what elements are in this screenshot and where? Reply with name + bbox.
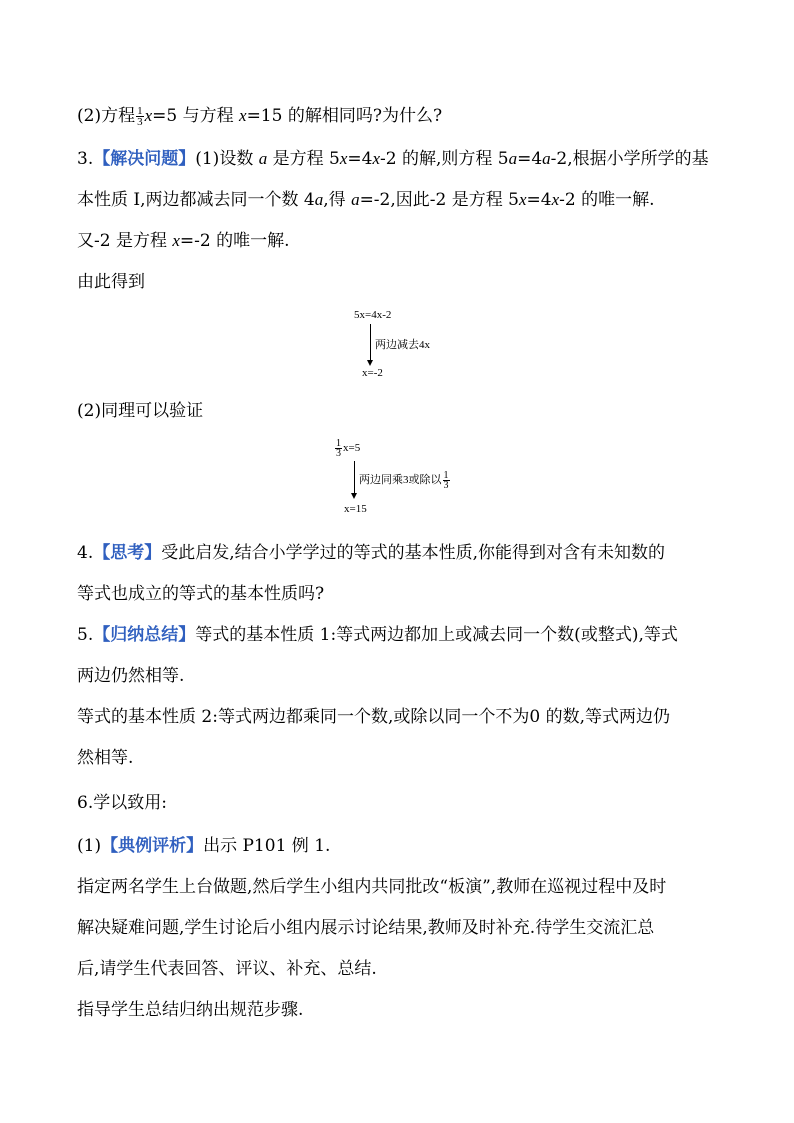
section-4-line-2: 等式也成立的等式的基本性质吗? [77,584,325,604]
diagram2-top-equation: $\frac{1}{3}$ x=5 [336,438,361,459]
down-arrow-icon [370,324,371,362]
section-tag: 【典例评析】 [101,836,204,856]
fraction-one-third: $\frac{1}{3}$ [137,105,143,128]
section-5-line-2: 两边仍然相等. [77,666,185,686]
section-5-line-3: 等式的基本性质 2:等式两边都乘同一个数,或除以同一个不为0 的数,等式两边仍 [77,707,670,727]
section-3-line-4: 由此得到 [77,272,145,292]
section-6-line-3: 后,请学生代表回答、评议、补充、总结. [77,959,377,979]
arrow-head-icon [367,360,373,366]
var-x: x [239,106,247,125]
section-tag: 【解决问题】 [93,149,196,169]
section-3-line-2: 本性质 I,两边都减去同一个数 4a,得 a=-2,因此-2 是方程 5x=4x-2 的唯一解. [77,190,655,210]
section-3-part-2: (2)同理可以验证 [77,401,204,421]
equation-diagram-2 [334,439,474,519]
section-3-line-1: 3.【解决问题】(1)设数 a 是方程 5x=4x-2 的解,则方程 5a=4a-2,根据小学所学的基 [77,149,709,169]
var-x: x [144,106,153,125]
q2-eq2: =15 的解相同吗?为什么? [246,106,443,126]
diagram2-bottom-equation: x=15 [344,503,367,515]
diagram1-operation-label: 两边减去4x [375,339,430,351]
section-tag: 【归纳总结】 [93,625,196,645]
down-arrow-icon [354,461,355,495]
section-4-line-1: 4.【思考】受此启发,结合小学学过的等式的基本性质,你能得到对含有未知数的 [77,543,666,563]
section-3-line-3: 又-2 是方程 x=-2 的唯一解. [77,231,290,251]
section-6-title: 6.学以致用: [77,793,167,813]
question-2-line [77,104,442,128]
diagram1-bottom-equation: x=-2 [362,367,383,379]
arrow-head-icon [351,493,357,499]
q2-eq1: =5 与方程 [152,106,240,126]
section-6-line-1: 指定两名学生上台做题,然后学生小组内共同批改“板演”,教师在巡视过程中及时 [77,877,667,897]
diagram1-top-equation: 5x=4x-2 [354,309,392,321]
section-tag: 【思考】 [93,543,162,563]
section-number: 3. [77,149,94,169]
section-5-line-1: 5.【归纳总结】等式的基本性质 1:等式两边都加上或减去同一个数(或整式),等式 [77,625,678,645]
section-6-sub-1: (1)【典例评析】出示 P101 例 1. [77,836,331,856]
equation-diagram-1 [352,309,472,381]
section-6-line-4: 指导学生总结归纳出规范步骤. [77,1000,304,1020]
q2-prefix: (2)方程 [77,106,136,126]
section-6-line-2: 解决疑难问题,学生讨论后小组内展示讨论结果,教师及时补充.待学生交流汇总 [77,918,655,938]
diagram2-operation-label: 两边同乘3或除以 $\frac{1}{3}$ [359,470,449,491]
section-5-line-4: 然相等. [77,748,134,768]
